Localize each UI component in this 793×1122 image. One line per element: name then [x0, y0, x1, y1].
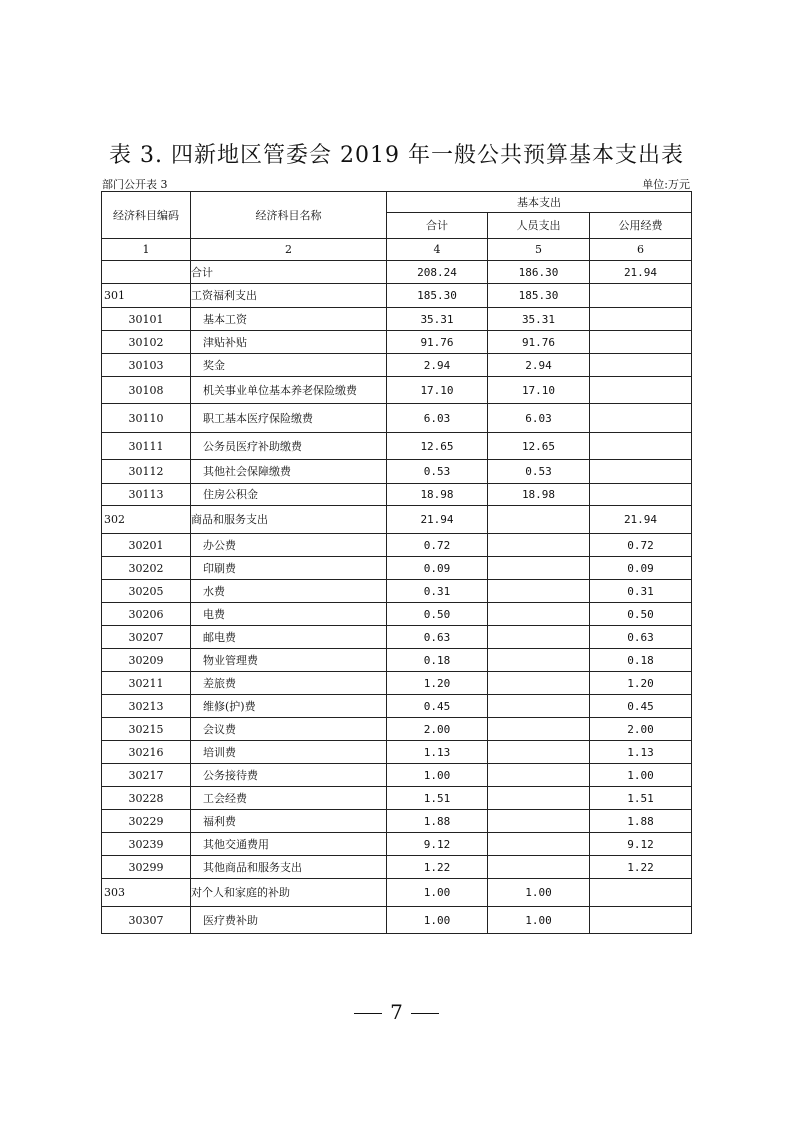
row-name: 福利费 — [191, 810, 387, 833]
row-total: 91.76 — [387, 331, 488, 354]
row-code: 30209 — [102, 649, 191, 672]
row-code: 30207 — [102, 626, 191, 649]
row-code: 30299 — [102, 856, 191, 879]
row-name: 其他商品和服务支出 — [191, 856, 387, 879]
col-number: 4 — [387, 239, 488, 261]
table-row — [102, 261, 692, 284]
row-name: 其他社会保障缴费 — [191, 460, 387, 484]
row-public: 9.12 — [590, 833, 692, 856]
table-row — [102, 580, 692, 603]
row-personnel: 91.76 — [488, 331, 590, 354]
row-personnel — [488, 649, 590, 672]
row-public: 21.94 — [590, 261, 692, 284]
column-number-row — [102, 239, 692, 261]
table-row — [102, 787, 692, 810]
table-row — [102, 764, 692, 787]
row-personnel: 1.00 — [488, 907, 590, 934]
table-row — [102, 856, 692, 879]
row-personnel: 185.30 — [488, 284, 590, 308]
row-name: 奖金 — [191, 354, 387, 377]
header-group: 基本支出 — [387, 192, 692, 213]
row-name: 培训费 — [191, 741, 387, 764]
row-total: 35.31 — [387, 308, 488, 331]
row-name: 商品和服务支出 — [191, 506, 387, 534]
table-row — [102, 484, 692, 506]
row-name: 机关事业单位基本养老保险缴费 — [191, 377, 387, 404]
row-personnel: 186.30 — [488, 261, 590, 284]
header-code: 经济科目编码 — [102, 192, 191, 239]
row-public — [590, 433, 692, 460]
row-total: 1.00 — [387, 907, 488, 934]
row-total: 1.00 — [387, 879, 488, 907]
row-code: 30215 — [102, 718, 191, 741]
row-personnel — [488, 506, 590, 534]
table-row — [102, 695, 692, 718]
row-code: 30108 — [102, 377, 191, 404]
row-total: 18.98 — [387, 484, 488, 506]
row-code: 30239 — [102, 833, 191, 856]
row-personnel — [488, 810, 590, 833]
row-personnel — [488, 534, 590, 557]
row-public — [590, 404, 692, 433]
row-public — [590, 284, 692, 308]
table-row — [102, 557, 692, 580]
row-public: 0.09 — [590, 557, 692, 580]
row-public: 1.22 — [590, 856, 692, 879]
row-public: 1.13 — [590, 741, 692, 764]
row-code: 30216 — [102, 741, 191, 764]
row-name: 工资福利支出 — [191, 284, 387, 308]
row-code: 30102 — [102, 331, 191, 354]
row-personnel: 1.00 — [488, 879, 590, 907]
row-code: 30101 — [102, 308, 191, 331]
row-public: 2.00 — [590, 718, 692, 741]
col-number: 5 — [488, 239, 590, 261]
page-title: 表 3. 四新地区管委会 2019 年一般公共预算基本支出表 — [109, 143, 684, 168]
row-code: 30103 — [102, 354, 191, 377]
row-total: 2.00 — [387, 718, 488, 741]
row-public: 21.94 — [590, 506, 692, 534]
row-code: 30201 — [102, 534, 191, 557]
row-name: 对个人和家庭的补助 — [191, 879, 387, 907]
row-code: 301 — [102, 284, 191, 308]
page-dash-left — [354, 1013, 382, 1014]
row-public: 0.45 — [590, 695, 692, 718]
row-personnel — [488, 672, 590, 695]
row-public: 1.20 — [590, 672, 692, 695]
row-code: 30202 — [102, 557, 191, 580]
row-total: 1.88 — [387, 810, 488, 833]
header-public: 公用经费 — [590, 213, 692, 239]
row-personnel — [488, 718, 590, 741]
row-public — [590, 308, 692, 331]
row-public: 1.88 — [590, 810, 692, 833]
row-name: 职工基本医疗保险缴费 — [191, 404, 387, 433]
table-row — [102, 404, 692, 433]
row-code: 30206 — [102, 603, 191, 626]
row-total: 21.94 — [387, 506, 488, 534]
row-name: 物业管理费 — [191, 649, 387, 672]
row-total: 1.22 — [387, 856, 488, 879]
row-name: 合计 — [191, 261, 387, 284]
table-row — [102, 354, 692, 377]
row-personnel: 18.98 — [488, 484, 590, 506]
row-total: 2.94 — [387, 354, 488, 377]
table-row — [102, 741, 692, 764]
table-row — [102, 460, 692, 484]
row-personnel — [488, 764, 590, 787]
row-public — [590, 460, 692, 484]
page-dash-right — [411, 1013, 439, 1014]
budget-table — [101, 191, 692, 934]
row-personnel — [488, 741, 590, 764]
col-number: 6 — [590, 239, 692, 261]
row-personnel — [488, 856, 590, 879]
row-personnel: 17.10 — [488, 377, 590, 404]
table-row — [102, 506, 692, 534]
row-name: 公务接待费 — [191, 764, 387, 787]
table-row — [102, 907, 692, 934]
header-personnel: 人员支出 — [488, 213, 590, 239]
row-total: 208.24 — [387, 261, 488, 284]
row-code: 30112 — [102, 460, 191, 484]
table-row — [102, 603, 692, 626]
row-name: 会议费 — [191, 718, 387, 741]
page-number-value: 7 — [390, 1000, 403, 1024]
row-code: 30211 — [102, 672, 191, 695]
row-total: 0.72 — [387, 534, 488, 557]
row-public — [590, 879, 692, 907]
row-public: 0.72 — [590, 534, 692, 557]
row-total: 17.10 — [387, 377, 488, 404]
row-total: 0.45 — [387, 695, 488, 718]
row-personnel: 6.03 — [488, 404, 590, 433]
row-total: 0.53 — [387, 460, 488, 484]
row-personnel — [488, 695, 590, 718]
table-row — [102, 308, 692, 331]
table-row — [102, 810, 692, 833]
row-code: 30229 — [102, 810, 191, 833]
row-code: 30307 — [102, 907, 191, 934]
row-name: 差旅费 — [191, 672, 387, 695]
row-name: 工会经费 — [191, 787, 387, 810]
row-name: 医疗费补助 — [191, 907, 387, 934]
row-name: 公务员医疗补助缴费 — [191, 433, 387, 460]
row-name: 电费 — [191, 603, 387, 626]
unit-label: 单位:万元 — [642, 178, 690, 191]
row-name: 其他交通费用 — [191, 833, 387, 856]
row-total: 12.65 — [387, 433, 488, 460]
table-row — [102, 649, 692, 672]
row-public: 0.63 — [590, 626, 692, 649]
row-total: 0.63 — [387, 626, 488, 649]
row-total: 0.50 — [387, 603, 488, 626]
row-name: 住房公积金 — [191, 484, 387, 506]
row-code: 30110 — [102, 404, 191, 433]
row-total: 1.00 — [387, 764, 488, 787]
row-public — [590, 907, 692, 934]
row-personnel — [488, 833, 590, 856]
row-code — [102, 261, 191, 284]
row-public: 0.31 — [590, 580, 692, 603]
row-personnel: 2.94 — [488, 354, 590, 377]
table-row — [102, 377, 692, 404]
row-public: 0.50 — [590, 603, 692, 626]
row-total: 0.09 — [387, 557, 488, 580]
row-name: 邮电费 — [191, 626, 387, 649]
row-code: 30113 — [102, 484, 191, 506]
table-row — [102, 626, 692, 649]
table-row — [102, 534, 692, 557]
row-total: 0.18 — [387, 649, 488, 672]
row-code: 30217 — [102, 764, 191, 787]
row-personnel — [488, 580, 590, 603]
row-total: 6.03 — [387, 404, 488, 433]
header-total: 合计 — [387, 213, 488, 239]
row-public: 1.51 — [590, 787, 692, 810]
table-row — [102, 433, 692, 460]
row-name: 印刷费 — [191, 557, 387, 580]
row-public — [590, 484, 692, 506]
row-personnel: 12.65 — [488, 433, 590, 460]
row-name: 维修(护)费 — [191, 695, 387, 718]
row-personnel: 0.53 — [488, 460, 590, 484]
table-row — [102, 672, 692, 695]
row-total: 9.12 — [387, 833, 488, 856]
row-personnel — [488, 557, 590, 580]
table-row — [102, 284, 692, 308]
col-number: 1 — [102, 239, 191, 261]
table-row — [102, 331, 692, 354]
row-name: 津贴补贴 — [191, 331, 387, 354]
row-public — [590, 377, 692, 404]
col-number: 2 — [191, 239, 387, 261]
row-total: 185.30 — [387, 284, 488, 308]
table-row — [102, 833, 692, 856]
header-name: 经济科目名称 — [191, 192, 387, 239]
row-code: 30205 — [102, 580, 191, 603]
row-name: 办公费 — [191, 534, 387, 557]
table-row — [102, 718, 692, 741]
row-personnel — [488, 603, 590, 626]
table-row — [102, 879, 692, 907]
row-code: 303 — [102, 879, 191, 907]
form-label: 部门公开表 3 — [102, 178, 168, 191]
row-public: 0.18 — [590, 649, 692, 672]
row-total: 1.51 — [387, 787, 488, 810]
row-personnel: 35.31 — [488, 308, 590, 331]
row-public — [590, 331, 692, 354]
row-total: 1.20 — [387, 672, 488, 695]
row-name: 水费 — [191, 580, 387, 603]
row-name: 基本工资 — [191, 308, 387, 331]
row-code: 30228 — [102, 787, 191, 810]
row-personnel — [488, 626, 590, 649]
row-code: 302 — [102, 506, 191, 534]
row-public — [590, 354, 692, 377]
row-code: 30213 — [102, 695, 191, 718]
row-total: 0.31 — [387, 580, 488, 603]
row-code: 30111 — [102, 433, 191, 460]
row-total: 1.13 — [387, 741, 488, 764]
row-public: 1.00 — [590, 764, 692, 787]
page-number — [0, 1000, 793, 1024]
row-personnel — [488, 787, 590, 810]
